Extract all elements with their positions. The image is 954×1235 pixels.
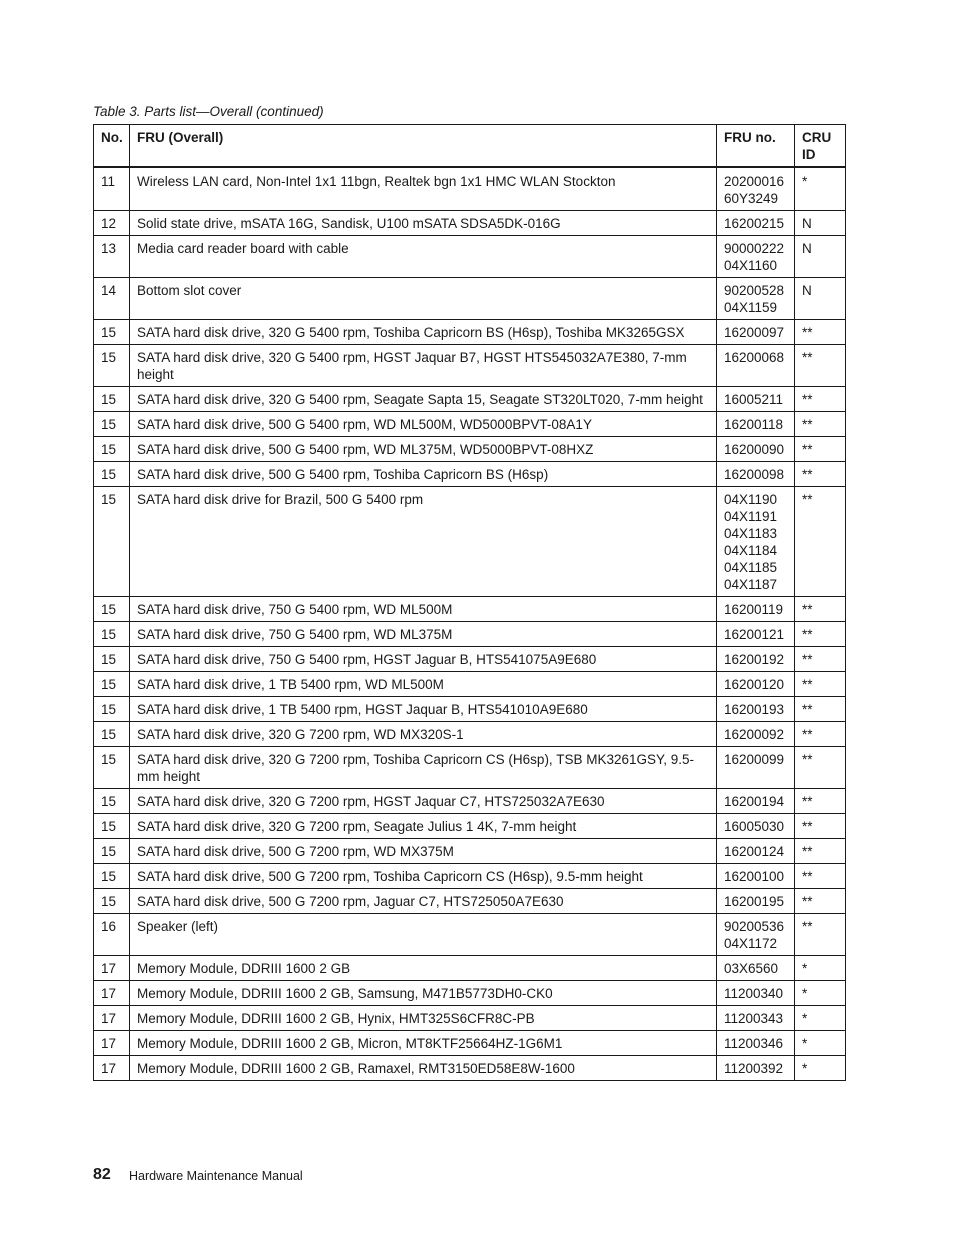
fru-number-value: 90200536 <box>724 919 785 934</box>
fru-number-value: 16200195 <box>724 894 785 909</box>
cell-fru-description: Media card reader board with cable <box>130 236 717 278</box>
table-row <box>94 345 846 387</box>
cell-fru-description: Memory Module, DDRIII 1600 2 GB <box>130 956 717 981</box>
table-row <box>94 814 846 839</box>
cell-fru-number <box>717 789 795 814</box>
cell-cru-id: N <box>795 236 846 278</box>
fru-number-value: 16005030 <box>724 819 785 834</box>
cell-fru-number <box>717 672 795 697</box>
cell-item-number: 17 <box>94 1031 130 1056</box>
cell-cru-id: ** <box>795 747 846 789</box>
fru-number-value: 11200346 <box>724 1036 784 1051</box>
cell-cru-id: ** <box>795 839 846 864</box>
cell-fru-number <box>717 1006 795 1031</box>
cell-fru-description: SATA hard disk drive, 320 G 5400 rpm, Toshiba Capricorn BS (H6sp), Toshiba MK3265GSX <box>130 320 717 345</box>
cell-fru-description: SATA hard disk drive, 320 G 5400 rpm, Seagate Sapta 15, Seagate ST320LT020, 7-mm height <box>130 387 717 412</box>
table-header-row <box>94 125 846 168</box>
cell-cru-id: * <box>795 1006 846 1031</box>
cell-cru-id: * <box>795 1031 846 1056</box>
cell-fru-number <box>717 981 795 1006</box>
table-row <box>94 236 846 278</box>
table-row <box>94 278 846 320</box>
cell-cru-id: * <box>795 981 846 1006</box>
cell-fru-number <box>717 236 795 278</box>
fru-number-value: 16200192 <box>724 652 785 667</box>
fru-number-value: 16200121 <box>724 627 785 642</box>
fru-number-value: 11200340 <box>724 986 784 1001</box>
cell-fru-description: Bottom slot cover <box>130 278 717 320</box>
cell-fru-description: SATA hard disk drive, 750 G 5400 rpm, HGST Jaguar B, HTS541075A9E680 <box>130 647 717 672</box>
cell-item-number: 15 <box>94 437 130 462</box>
cell-fru-number <box>717 622 795 647</box>
table-row <box>94 981 846 1006</box>
cell-fru-number <box>717 864 795 889</box>
cell-cru-id: ** <box>795 672 846 697</box>
fru-number-value: 16200090 <box>724 442 785 457</box>
fru-number-value: 16200100 <box>724 869 785 884</box>
cell-cru-id: ** <box>795 914 846 956</box>
cell-fru-number <box>717 814 795 839</box>
cell-fru-number <box>717 211 795 236</box>
fru-number-value: 04X1187 <box>724 577 778 592</box>
fru-number-value: 04X1191 <box>724 509 778 524</box>
cell-fru-number <box>717 462 795 487</box>
table-row <box>94 487 846 597</box>
cell-cru-id: ** <box>795 387 846 412</box>
cell-item-number: 15 <box>94 814 130 839</box>
cell-fru-number <box>717 722 795 747</box>
cell-fru-number <box>717 412 795 437</box>
cell-cru-id: ** <box>795 789 846 814</box>
cell-cru-id: ** <box>795 622 846 647</box>
cell-item-number: 15 <box>94 387 130 412</box>
table-row <box>94 864 846 889</box>
cell-fru-number <box>717 956 795 981</box>
table-row <box>94 412 846 437</box>
cell-item-number: 15 <box>94 889 130 914</box>
cell-fru-number <box>717 597 795 622</box>
cell-fru-description: Speaker (left) <box>130 914 717 956</box>
column-header-cru-id: CRU ID <box>795 125 846 168</box>
cell-item-number: 13 <box>94 236 130 278</box>
cell-fru-number <box>717 345 795 387</box>
cell-cru-id: ** <box>795 597 846 622</box>
cell-fru-description: SATA hard disk drive, 320 G 7200 rpm, Seagate Julius 1 4K, 7-mm height <box>130 814 717 839</box>
cell-fru-number <box>717 320 795 345</box>
cell-fru-number <box>717 1031 795 1056</box>
cell-fru-description: SATA hard disk drive, 500 G 7200 rpm, WD MX375M <box>130 839 717 864</box>
table-row <box>94 889 846 914</box>
cell-cru-id: ** <box>795 722 846 747</box>
cell-cru-id: * <box>795 167 846 211</box>
cell-item-number: 15 <box>94 345 130 387</box>
table-row <box>94 722 846 747</box>
cell-item-number: 15 <box>94 412 130 437</box>
table-row <box>94 320 846 345</box>
table-row <box>94 211 846 236</box>
fru-number-value: 16005211 <box>724 392 784 407</box>
cell-cru-id: ** <box>795 889 846 914</box>
fru-number-value: 16200098 <box>724 467 785 482</box>
cell-fru-description: Memory Module, DDRIII 1600 2 GB, Micron, MT8KTF25664HZ-1G6M1 <box>130 1031 717 1056</box>
column-header-fru-overall: FRU (Overall) <box>130 125 717 168</box>
fru-number-value: 11200392 <box>724 1061 784 1076</box>
table-row <box>94 914 846 956</box>
cell-cru-id: ** <box>795 647 846 672</box>
fru-number-value: 16200119 <box>724 602 784 617</box>
column-header-fru-no: FRU no. <box>717 125 795 168</box>
cell-fru-number <box>717 387 795 412</box>
cell-item-number: 15 <box>94 647 130 672</box>
cell-fru-description: SATA hard disk drive, 320 G 7200 rpm, Toshiba Capricorn CS (H6sp), TSB MK3261GSY, 9.5-mm height <box>130 747 717 789</box>
table-row <box>94 956 846 981</box>
fru-number-value: 04X1184 <box>724 543 778 558</box>
cell-cru-id: ** <box>795 487 846 597</box>
cell-item-number: 11 <box>94 167 130 211</box>
table-body <box>94 167 846 1081</box>
table-row <box>94 597 846 622</box>
cell-item-number: 15 <box>94 487 130 597</box>
cell-fru-description: SATA hard disk drive, 320 G 7200 rpm, HGST Jaquar C7, HTS725032A7E630 <box>130 789 717 814</box>
table-row <box>94 622 846 647</box>
table-row <box>94 1056 846 1081</box>
cell-cru-id: ** <box>795 320 846 345</box>
cell-cru-id: ** <box>795 864 846 889</box>
fru-number-value: 16200092 <box>724 727 785 742</box>
cell-fru-number <box>717 437 795 462</box>
fru-number-value: 04X1183 <box>724 526 778 541</box>
cell-item-number: 15 <box>94 839 130 864</box>
table-row <box>94 167 846 211</box>
table-row <box>94 1031 846 1056</box>
cell-fru-number <box>717 278 795 320</box>
cell-fru-number <box>717 647 795 672</box>
cell-item-number: 16 <box>94 914 130 956</box>
fru-number-value: 16200194 <box>724 794 785 809</box>
cell-fru-description: SATA hard disk drive, 500 G 7200 rpm, Toshiba Capricorn CS (H6sp), 9.5-mm height <box>130 864 717 889</box>
fru-number-value: 16200120 <box>724 677 785 692</box>
cell-cru-id: ** <box>795 412 846 437</box>
table-row <box>94 1006 846 1031</box>
fru-number-value: 90200528 <box>724 283 785 298</box>
page-number: 82 <box>93 1166 111 1183</box>
cell-cru-id: ** <box>795 814 846 839</box>
cell-item-number: 15 <box>94 747 130 789</box>
cell-fru-number <box>717 839 795 864</box>
cell-cru-id: N <box>795 211 846 236</box>
cell-fru-number <box>717 889 795 914</box>
table-row <box>94 697 846 722</box>
cell-fru-number <box>717 487 795 597</box>
cell-fru-description: SATA hard disk drive, 320 G 5400 rpm, HGST Jaquar B7, HGST HTS545032A7E380, 7-mm height <box>130 345 717 387</box>
table-row <box>94 839 846 864</box>
manual-title: Hardware Maintenance Manual <box>129 1169 303 1183</box>
cell-item-number: 17 <box>94 956 130 981</box>
cell-cru-id: ** <box>795 462 846 487</box>
fru-number-value: 04X1190 <box>724 492 778 507</box>
fru-number-value: 03X6560 <box>724 961 779 976</box>
cell-item-number: 17 <box>94 1006 130 1031</box>
table-row <box>94 387 846 412</box>
cell-fru-description: SATA hard disk drive, 1 TB 5400 rpm, WD ML500M <box>130 672 717 697</box>
table-caption: Table 3. Parts list—Overall (continued) <box>93 104 324 119</box>
cell-item-number: 17 <box>94 981 130 1006</box>
cell-item-number: 17 <box>94 1056 130 1081</box>
cell-cru-id: * <box>795 956 846 981</box>
cell-fru-description: Solid state drive, mSATA 16G, Sandisk, U100 mSATA SDSA5DK-016G <box>130 211 717 236</box>
fru-number-value: 16200193 <box>724 702 785 717</box>
cell-item-number: 15 <box>94 789 130 814</box>
fru-number-value: 90000222 <box>724 241 785 256</box>
cell-item-number: 14 <box>94 278 130 320</box>
cell-fru-description: SATA hard disk drive, 1 TB 5400 rpm, HGST Jaquar B, HTS541010A9E680 <box>130 697 717 722</box>
cell-item-number: 15 <box>94 864 130 889</box>
cell-fru-description: Memory Module, DDRIII 1600 2 GB, Hynix, HMT325S6CFR8C-PB <box>130 1006 717 1031</box>
cell-fru-description: SATA hard disk drive, 750 G 5400 rpm, WD ML500M <box>130 597 717 622</box>
cell-cru-id: ** <box>795 345 846 387</box>
cell-fru-number <box>717 747 795 789</box>
cell-cru-id: N <box>795 278 846 320</box>
parts-list-table <box>93 124 846 1081</box>
cell-fru-description: SATA hard disk drive, 320 G 7200 rpm, WD MX320S-1 <box>130 722 717 747</box>
cell-fru-description: SATA hard disk drive, 500 G 5400 rpm, WD ML375M, WD5000BPVT-08HXZ <box>130 437 717 462</box>
cell-fru-description: Wireless LAN card, Non-Intel 1x1 11bgn, Realtek bgn 1x1 HMC WLAN Stockton <box>130 167 717 211</box>
table-row <box>94 647 846 672</box>
table-row <box>94 672 846 697</box>
cell-fru-description: SATA hard disk drive, 500 G 5400 rpm, Toshiba Capricorn BS (H6sp) <box>130 462 717 487</box>
cell-item-number: 15 <box>94 697 130 722</box>
cell-item-number: 15 <box>94 320 130 345</box>
fru-number-value: 04X1172 <box>724 936 778 951</box>
cell-cru-id: * <box>795 1056 846 1081</box>
cell-fru-description: Memory Module, DDRIII 1600 2 GB, Ramaxel, RMT3150ED58E8W-1600 <box>130 1056 717 1081</box>
fru-number-value: 04X1159 <box>724 300 778 315</box>
fru-number-value: 16200068 <box>724 350 785 365</box>
cell-cru-id: ** <box>795 437 846 462</box>
fru-number-value: 11200343 <box>724 1011 784 1026</box>
cell-fru-description: Memory Module, DDRIII 1600 2 GB, Samsung, M471B5773DH0-CK0 <box>130 981 717 1006</box>
cell-fru-number <box>717 167 795 211</box>
table-row <box>94 462 846 487</box>
table-row <box>94 747 846 789</box>
column-header-no: No. <box>94 125 130 168</box>
table-row <box>94 437 846 462</box>
fru-number-value: 20200016 <box>724 174 785 189</box>
fru-number-value: 60Y3249 <box>724 191 779 206</box>
cell-fru-number <box>717 697 795 722</box>
table-row <box>94 789 846 814</box>
fru-number-value: 16200097 <box>724 325 785 340</box>
cell-item-number: 15 <box>94 722 130 747</box>
cell-item-number: 15 <box>94 597 130 622</box>
fru-number-value: 16200215 <box>724 216 785 231</box>
cell-cru-id: ** <box>795 697 846 722</box>
cell-fru-number <box>717 1056 795 1081</box>
cell-fru-description: SATA hard disk drive for Brazil, 500 G 5400 rpm <box>130 487 717 597</box>
fru-number-value: 16200124 <box>724 844 785 859</box>
cell-item-number: 15 <box>94 622 130 647</box>
cell-fru-description: SATA hard disk drive, 500 G 7200 rpm, Jaguar C7, HTS725050A7E630 <box>130 889 717 914</box>
cell-item-number: 12 <box>94 211 130 236</box>
cell-item-number: 15 <box>94 672 130 697</box>
cell-item-number: 15 <box>94 462 130 487</box>
cell-fru-description: SATA hard disk drive, 750 G 5400 rpm, WD ML375M <box>130 622 717 647</box>
cell-fru-number <box>717 914 795 956</box>
fru-number-value: 16200118 <box>724 417 784 432</box>
fru-number-value: 16200099 <box>724 752 785 767</box>
fru-number-value: 04X1185 <box>724 560 778 575</box>
fru-number-value: 04X1160 <box>724 258 778 273</box>
cell-fru-description: SATA hard disk drive, 500 G 5400 rpm, WD ML500M, WD5000BPVT-08A1Y <box>130 412 717 437</box>
